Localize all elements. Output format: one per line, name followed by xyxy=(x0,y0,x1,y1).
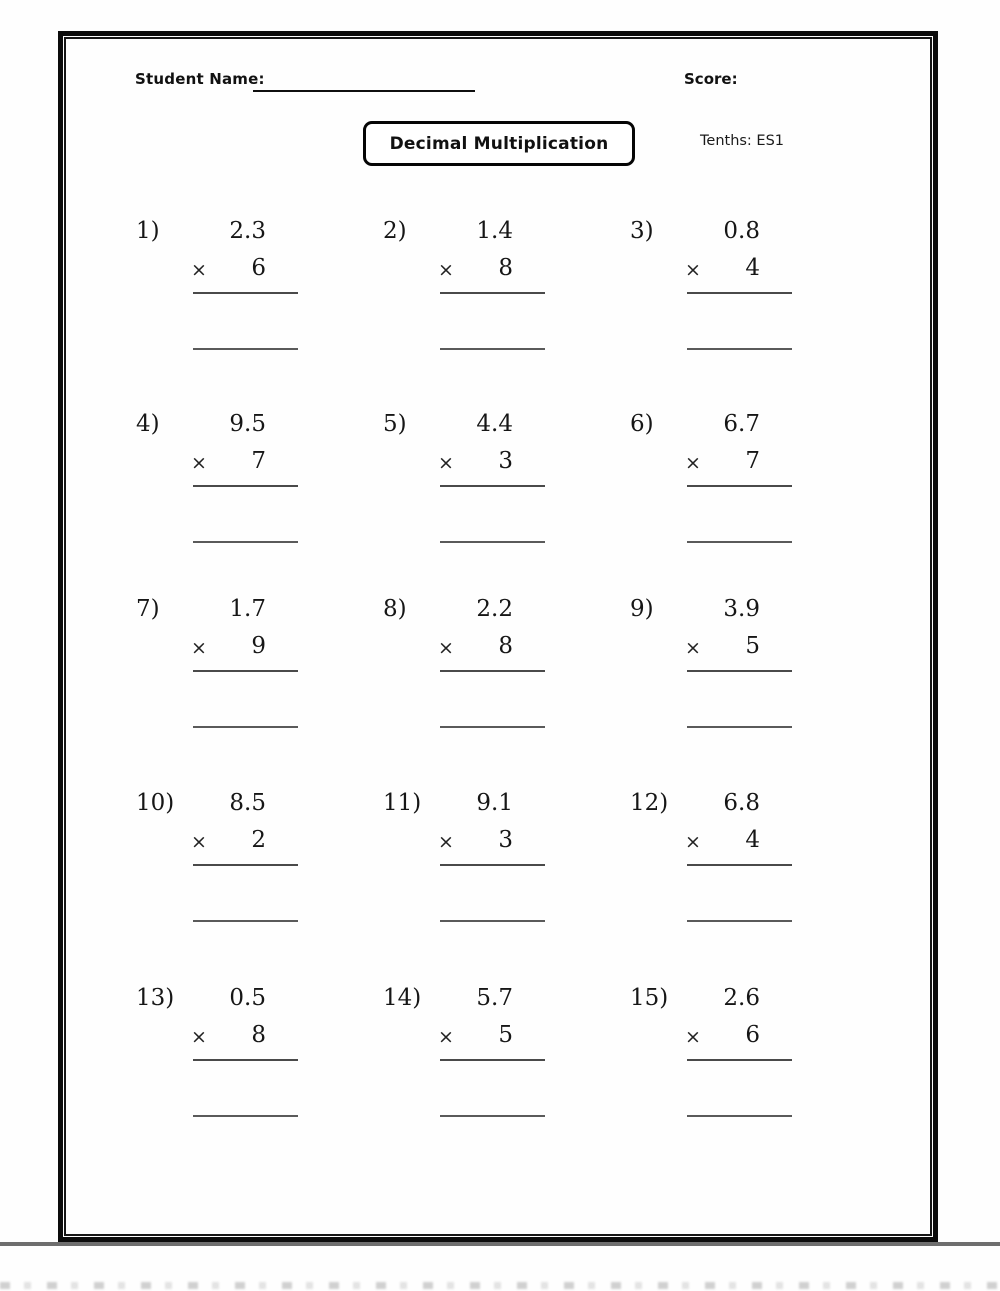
problem-number: 1) xyxy=(136,218,160,244)
equals-line xyxy=(440,864,545,866)
problem-number: 7) xyxy=(136,596,160,622)
multiplicand: 9.1 xyxy=(476,790,513,816)
answer-line[interactable] xyxy=(687,1115,792,1117)
problem-8 xyxy=(383,596,553,746)
multiplicand: 0.8 xyxy=(723,218,760,244)
multiplier: 7 xyxy=(745,448,760,474)
worksheet-title: Decimal Multiplication xyxy=(389,133,609,154)
equals-line xyxy=(193,1059,298,1061)
multiplier: 6 xyxy=(251,255,266,281)
equals-line xyxy=(687,864,792,866)
multiplicand: 9.5 xyxy=(229,411,266,437)
multiplier: 3 xyxy=(498,827,513,853)
problem-number: 9) xyxy=(630,596,654,622)
multiply-icon: × xyxy=(191,1026,207,1048)
answer-line[interactable] xyxy=(193,348,298,350)
problem-6 xyxy=(630,411,800,561)
multiplier: 8 xyxy=(251,1022,266,1048)
problem-11 xyxy=(383,790,553,940)
answer-line[interactable] xyxy=(687,726,792,728)
multiplicand: 1.7 xyxy=(229,596,266,622)
problem-number: 15) xyxy=(630,985,669,1011)
equals-line xyxy=(440,670,545,672)
scan-edge-artifact xyxy=(0,1242,1000,1246)
multiplier: 5 xyxy=(745,633,760,659)
answer-line[interactable] xyxy=(687,541,792,543)
multiply-icon: × xyxy=(191,452,207,474)
problem-1 xyxy=(136,218,306,368)
multiplier: 8 xyxy=(498,633,513,659)
multiplier: 8 xyxy=(498,255,513,281)
problem-4 xyxy=(136,411,306,561)
problem-7 xyxy=(136,596,306,746)
answer-line[interactable] xyxy=(440,541,545,543)
multiply-icon: × xyxy=(438,259,454,281)
answer-line[interactable] xyxy=(193,726,298,728)
multiply-icon: × xyxy=(685,637,701,659)
score-label: Score: xyxy=(684,70,738,88)
multiplier: 3 xyxy=(498,448,513,474)
problem-12 xyxy=(630,790,800,940)
problem-3 xyxy=(630,218,800,368)
multiplicand: 4.4 xyxy=(476,411,513,437)
problem-number: 10) xyxy=(136,790,175,816)
equals-line xyxy=(687,1059,792,1061)
multiplicand: 1.4 xyxy=(476,218,513,244)
problem-2 xyxy=(383,218,553,368)
problem-number: 2) xyxy=(383,218,407,244)
multiplicand: 2.3 xyxy=(229,218,266,244)
problem-10 xyxy=(136,790,306,940)
equals-line xyxy=(687,292,792,294)
equals-line xyxy=(193,292,298,294)
multiply-icon: × xyxy=(685,831,701,853)
multiplier: 9 xyxy=(251,633,266,659)
equals-line xyxy=(440,292,545,294)
equals-line xyxy=(193,864,298,866)
multiply-icon: × xyxy=(191,259,207,281)
multiplicand: 2.2 xyxy=(476,596,513,622)
multiplicand: 3.9 xyxy=(723,596,760,622)
multiply-icon: × xyxy=(438,1026,454,1048)
problem-15 xyxy=(630,985,800,1135)
problem-number: 11) xyxy=(383,790,422,816)
problem-number: 13) xyxy=(136,985,175,1011)
multiplier: 6 xyxy=(745,1022,760,1048)
problem-number: 5) xyxy=(383,411,407,437)
multiply-icon: × xyxy=(685,1026,701,1048)
answer-line[interactable] xyxy=(440,348,545,350)
multiplier: 4 xyxy=(745,255,760,281)
multiply-icon: × xyxy=(685,259,701,281)
worksheet-title-box xyxy=(363,121,635,166)
answer-line[interactable] xyxy=(440,920,545,922)
problem-5 xyxy=(383,411,553,561)
multiplier: 7 xyxy=(251,448,266,474)
equals-line xyxy=(440,485,545,487)
multiply-icon: × xyxy=(191,637,207,659)
multiplicand: 6.8 xyxy=(723,790,760,816)
answer-line[interactable] xyxy=(193,541,298,543)
multiply-icon: × xyxy=(191,831,207,853)
multiply-icon: × xyxy=(685,452,701,474)
problem-9 xyxy=(630,596,800,746)
equals-line xyxy=(440,1059,545,1061)
problem-number: 6) xyxy=(630,411,654,437)
multiplier: 2 xyxy=(251,827,266,853)
answer-line[interactable] xyxy=(193,1115,298,1117)
multiplicand: 8.5 xyxy=(229,790,266,816)
answer-line[interactable] xyxy=(440,1115,545,1117)
multiplier: 4 xyxy=(745,827,760,853)
multiplier: 5 xyxy=(498,1022,513,1048)
problem-number: 14) xyxy=(383,985,422,1011)
answer-line[interactable] xyxy=(687,348,792,350)
problem-14 xyxy=(383,985,553,1135)
multiply-icon: × xyxy=(438,637,454,659)
answer-line[interactable] xyxy=(687,920,792,922)
equals-line xyxy=(193,670,298,672)
answer-line[interactable] xyxy=(193,920,298,922)
problem-number: 12) xyxy=(630,790,669,816)
student-name-label: Student Name: xyxy=(135,70,265,88)
problem-number: 8) xyxy=(383,596,407,622)
skill-tag: Tenths: ES1 xyxy=(700,133,785,149)
equals-line xyxy=(687,485,792,487)
problem-number: 4) xyxy=(136,411,160,437)
multiplicand: 2.6 xyxy=(723,985,760,1011)
multiplicand: 0.5 xyxy=(229,985,266,1011)
multiply-icon: × xyxy=(438,831,454,853)
problem-13 xyxy=(136,985,306,1135)
multiplicand: 5.7 xyxy=(476,985,513,1011)
scan-noise-artifact xyxy=(0,1282,1000,1289)
student-name-blank[interactable] xyxy=(253,66,475,92)
multiplicand: 6.7 xyxy=(723,411,760,437)
problem-number: 3) xyxy=(630,218,654,244)
multiply-icon: × xyxy=(438,452,454,474)
equals-line xyxy=(687,670,792,672)
equals-line xyxy=(193,485,298,487)
answer-line[interactable] xyxy=(440,726,545,728)
